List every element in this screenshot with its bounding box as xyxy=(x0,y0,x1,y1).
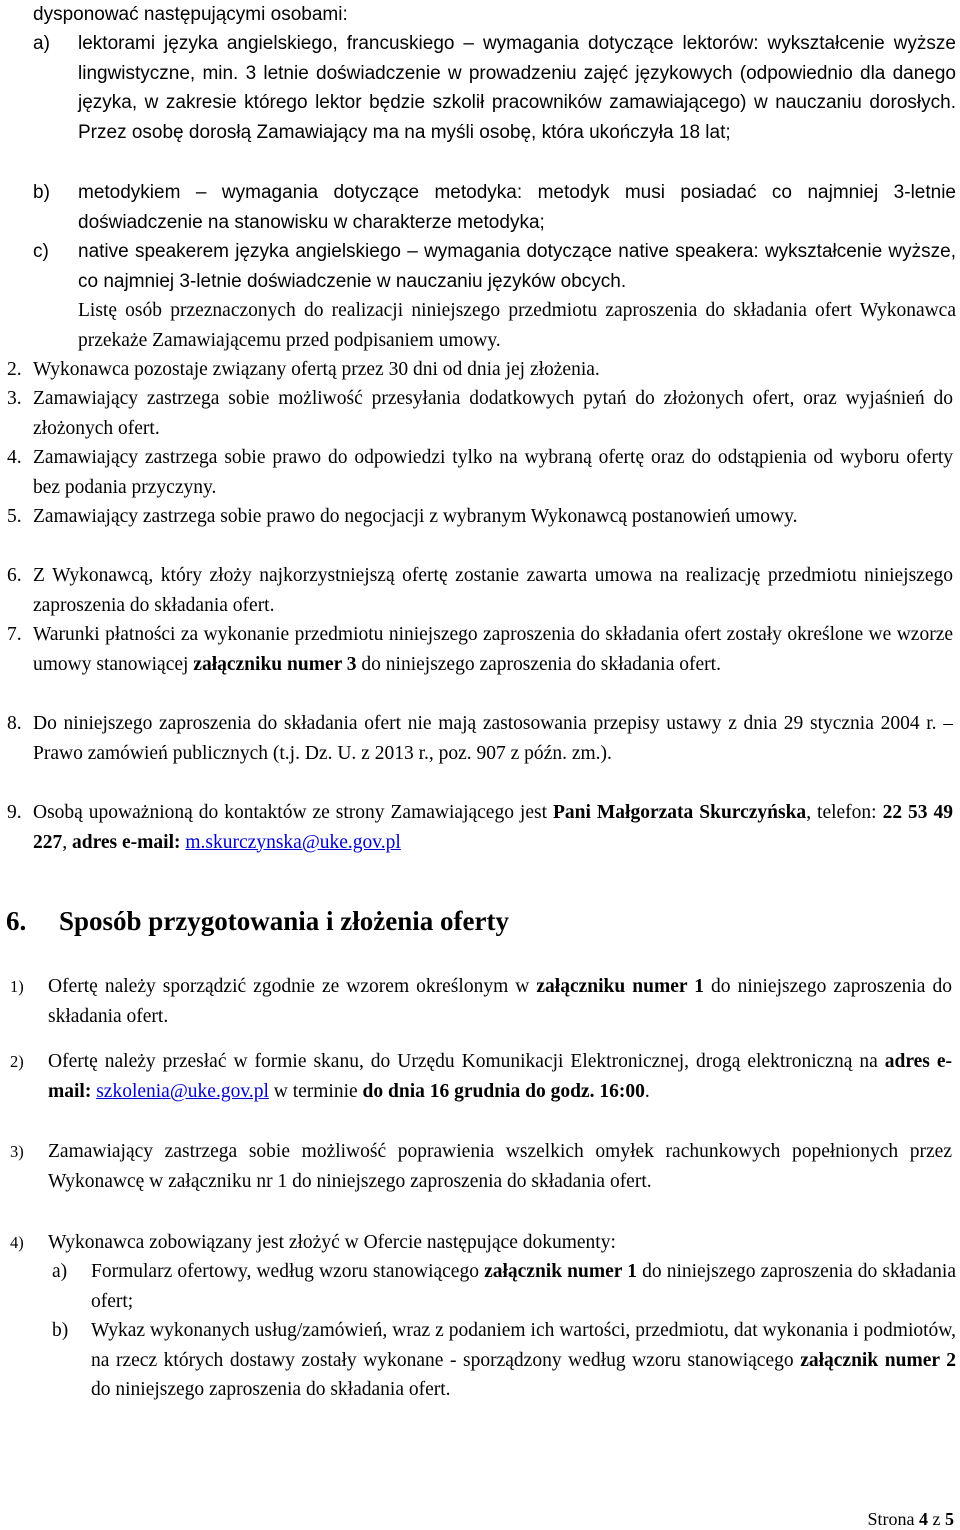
footer-prefix: Strona xyxy=(867,1509,915,1529)
offer-item-1-number: 1) xyxy=(10,977,24,996)
person-a-label: a) xyxy=(33,33,50,54)
offer-item-1-text-after: do niniejszego zaproszenia do składania ofert. xyxy=(48,976,952,1027)
offer-item-2-text-end: . xyxy=(644,1080,650,1102)
item-6-number: 6. xyxy=(7,565,22,586)
item-4-text: Zamawiający zastrzega sobie prawo do odpowiedzi tylko na wybraną ofertę oraz do odstąpienia od wyboru oferty bez podania przyczyny. xyxy=(33,447,953,498)
section-number: 6. xyxy=(6,906,27,936)
document-a-text-before: Formularz ofertowy, według wzoru stanowiącego xyxy=(91,1261,479,1282)
item-9-comma: , xyxy=(62,831,68,853)
item-4-number: 4. xyxy=(7,447,22,468)
item-9-number: 9. xyxy=(7,802,22,823)
section-title: Sposób przygotowania i złożenia oferty xyxy=(59,906,509,936)
document-a-attachment-ref: załącznik numer 1 xyxy=(484,1261,637,1282)
item-5-number: 5. xyxy=(7,506,22,527)
item-9-address-label: adres xyxy=(72,831,118,853)
item-9-phone-label: , telefon: xyxy=(806,802,877,823)
item-7-attachment-ref: załączniku numer 3 xyxy=(193,653,357,675)
contact-phone: 22 53 49 227 xyxy=(33,802,954,853)
footer-page-number: 4 xyxy=(919,1509,928,1529)
offer-deadline: do dnia 16 grudnia do godz. 16:00 xyxy=(362,1080,645,1102)
item-9-text-before: Osobą upoważnioną do kontaktów ze strony Zamawiającego jest xyxy=(33,802,548,823)
document-b-text-before: Wykaz wykonanych usług/zamówień, wraz z podaniem ich wartości, przedmiotu, dat wykonania i podmiotów, na rzecz których dostawy zostały wykonane - sporządzony według wzoru stanowiącego xyxy=(91,1320,956,1371)
intro-text: dysponować następującymi osobami: xyxy=(33,4,348,25)
offer-item-1-attachment-ref: załączniku numer 1 xyxy=(536,976,704,997)
offer-item-2-text xyxy=(48,1047,952,1106)
offer-item-2-email-label: e-mail: xyxy=(48,1051,953,1102)
offer-item-1-text-before: Ofertę należy sporządzić zgodnie ze wzorem określonym w xyxy=(48,976,530,997)
document-a-label: a) xyxy=(52,1261,68,1282)
offer-item-4-number: 4) xyxy=(10,1233,24,1252)
item-8-text: Do niniejszego zaproszenia do składania ofert nie mają zastosowania przepisy ustawy z dnia 29 stycznia 2004 r. – Prawo zamówień publicznych (t.j. Dz. U. z 2013 r., poz. 907 z późn. zm.). xyxy=(33,713,953,764)
person-c-text: native speakerem języka angielskiego – wymagania dotyczące native speakera: wykształcenie wyższe, co najmniej 3-letnie doświadczenie w nauczaniu języków obcych. xyxy=(78,241,956,292)
offer-item-3-text: Zamawiający zastrzega sobie możliwość poprawienia wszelkich omyłek rachunkowych popełnionych przez Wykonawcę w załączniku nr 1 do niniejszego zaproszenia do składania ofert. xyxy=(48,1141,952,1192)
item-3-number: 3. xyxy=(7,388,22,409)
document-b-attachment-ref: załącznik numer 2 xyxy=(800,1349,957,1371)
persons-note: Listę osób przeznaczonych do realizacji niniejszego przedmiotu zaproszenia do składania ofert Wykonawca przekaże Zamawiającemu przed podpisaniem umowy. xyxy=(78,300,956,351)
contact-email-link[interactable]: m.skurczynska@uke.gov.pl xyxy=(185,831,401,853)
item-9-text xyxy=(33,798,953,857)
document-a-text-after: do niniejszego zaproszenia do składania ofert; xyxy=(91,1261,957,1312)
item-7-text xyxy=(33,620,953,679)
item-3-text: Zamawiający zastrzega sobie możliwość przesyłania dodatkowych pytań do złożonych ofert, oraz wyjaśnień do złożonych ofert. xyxy=(33,388,953,439)
item-6-text: Z Wykonawcą, który złoży najkorzystniejszą ofertę zostanie zawarta umowa na realizację przedmiotu niniejszego zaproszenia do składania ofert. xyxy=(33,565,953,616)
offer-item-2-text-mid: w terminie xyxy=(273,1080,358,1102)
document-a-text xyxy=(91,1257,956,1316)
page-footer xyxy=(868,1508,955,1530)
contact-person-name: Pani Małgorzata Skurczyńska xyxy=(553,802,807,823)
offer-item-1-text xyxy=(48,972,952,1031)
item-9-email-label: e-mail: xyxy=(122,831,181,853)
item-2-number: 2. xyxy=(7,359,22,380)
item-2-text: Wykonawca pozostaje związany ofertą przez 30 dni od dnia jej złożenia. xyxy=(33,359,600,380)
section-heading xyxy=(6,903,509,939)
offer-item-2-text-before: Ofertę należy przesłać w formie skanu, do Urzędu Komunikacji Elektronicznej, drogą elektroniczną na xyxy=(48,1051,878,1072)
item-5-text: Zamawiający zastrzega sobie prawo do negocjacji z wybranym Wykonawcą postanowień umowy. xyxy=(33,506,798,527)
document-b-text-after: do niniejszego zaproszenia do składania ofert. xyxy=(91,1379,451,1401)
person-a-text: lektorami języka angielskiego, francuskiego – wymagania dotyczące lektorów: wykształcenie wyższe lingwistyczne, min. 3 letnie doświadczenie w prowadzeniu zajęć językowych (odpowiednio dla danego języka, w zakresie którego lektor będzie szkolił pracowników zamawiającego) w nauczaniu dorosłych. Przez osobę dorosłą Zamawiający ma na myśli osobę, która ukończyła 18 lat; xyxy=(78,33,956,143)
person-c-label: c) xyxy=(33,241,49,262)
person-b-text: metodykiem – wymagania dotyczące metodyka: metodyk musi posiadać co najmniej 3-letnie doświadczenie na stanowisku w charakterze metodyka; xyxy=(78,182,956,233)
item-7-text-before: Warunki płatności za wykonanie przedmiotu niniejszego zaproszenia do składania ofert zostały określone we wzorze umowy stanowiącej xyxy=(33,624,953,675)
offer-item-2-address-label: adres xyxy=(884,1051,930,1072)
document-b-text xyxy=(91,1316,956,1405)
footer-sep: z xyxy=(932,1509,941,1529)
footer-total-pages: 5 xyxy=(945,1509,954,1529)
offer-item-4-text: Wykonawca zobowiązany jest złożyć w Ofercie następujące dokumenty: xyxy=(48,1232,616,1253)
person-b-label: b) xyxy=(33,182,50,203)
item-8-number: 8. xyxy=(7,713,22,734)
offer-item-2-number: 2) xyxy=(10,1052,24,1071)
document-b-label: b) xyxy=(52,1320,69,1341)
offer-email-link[interactable]: szkolenia@uke.gov.pl xyxy=(96,1080,269,1102)
item-7-text-after: do niniejszego zaproszenia do składania ofert. xyxy=(361,653,721,675)
item-7-number: 7. xyxy=(7,624,22,645)
offer-item-3-number: 3) xyxy=(10,1142,24,1161)
